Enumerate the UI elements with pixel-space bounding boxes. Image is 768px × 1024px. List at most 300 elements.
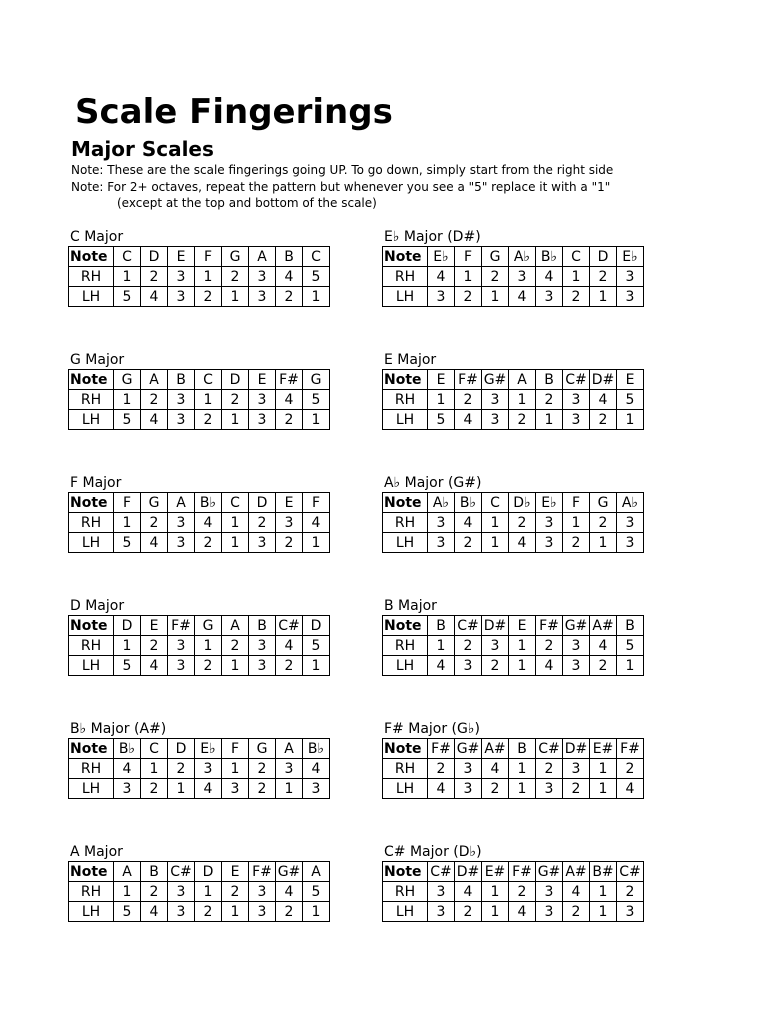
finger-cell: 1 xyxy=(303,287,330,307)
scale-table xyxy=(382,369,644,430)
finger-cell: 2 xyxy=(590,267,617,287)
finger-cell: 1 xyxy=(455,267,482,287)
finger-cell: 2 xyxy=(141,779,168,799)
scale-block xyxy=(68,844,330,922)
note-cell: A♭ xyxy=(509,247,536,267)
finger-cell: 5 xyxy=(114,287,141,307)
scale-block xyxy=(382,844,644,922)
row-header: RH xyxy=(383,267,428,287)
note-cell: B xyxy=(276,247,303,267)
finger-cell: 3 xyxy=(168,410,195,430)
row-header: RH xyxy=(383,759,428,779)
note-cell: E xyxy=(276,493,303,513)
finger-cell: 3 xyxy=(617,267,644,287)
scale-table xyxy=(382,861,644,922)
scale-table xyxy=(382,615,644,676)
row-header: RH xyxy=(69,390,114,410)
finger-cell: 1 xyxy=(195,267,222,287)
note-cell: E xyxy=(249,370,276,390)
row-header: LH xyxy=(69,533,114,553)
scale-block xyxy=(68,475,330,553)
finger-cell: 1 xyxy=(168,779,195,799)
right-hand-row xyxy=(383,882,644,902)
finger-cell: 2 xyxy=(455,533,482,553)
note-cell: F# xyxy=(536,616,563,636)
finger-cell: 3 xyxy=(428,287,455,307)
left-hand-row xyxy=(383,656,644,676)
left-hand-row xyxy=(69,779,330,799)
finger-cell: 4 xyxy=(195,513,222,533)
note-cell: G xyxy=(114,370,141,390)
finger-cell: 2 xyxy=(195,656,222,676)
note-cell: E xyxy=(428,370,455,390)
finger-cell: 3 xyxy=(482,636,509,656)
finger-cell: 4 xyxy=(428,779,455,799)
finger-cell: 3 xyxy=(249,390,276,410)
finger-cell: 4 xyxy=(141,410,168,430)
note-cell: C# xyxy=(455,616,482,636)
finger-cell: 4 xyxy=(141,656,168,676)
finger-cell: 2 xyxy=(536,759,563,779)
finger-cell: 3 xyxy=(168,267,195,287)
note-cell: E xyxy=(509,616,536,636)
row-header: Note xyxy=(383,616,428,636)
note-cell: D# xyxy=(482,616,509,636)
finger-cell: 1 xyxy=(303,902,330,922)
finger-cell: 4 xyxy=(590,636,617,656)
row-header: Note xyxy=(383,862,428,882)
finger-cell: 1 xyxy=(482,882,509,902)
finger-cell: 2 xyxy=(195,287,222,307)
finger-cell: 2 xyxy=(455,287,482,307)
finger-cell: 3 xyxy=(168,636,195,656)
note-cell: A# xyxy=(563,862,590,882)
note-cell: C# xyxy=(428,862,455,882)
note-cell: G xyxy=(222,247,249,267)
row-header: RH xyxy=(383,882,428,902)
scale-table xyxy=(68,615,330,676)
scale-title: F Major xyxy=(70,475,122,491)
row-header: RH xyxy=(69,882,114,902)
finger-cell: 2 xyxy=(249,759,276,779)
note-row xyxy=(69,862,330,882)
finger-cell: 2 xyxy=(455,636,482,656)
note-cell: G# xyxy=(455,739,482,759)
finger-cell: 3 xyxy=(168,533,195,553)
finger-cell: 3 xyxy=(455,779,482,799)
finger-cell: 2 xyxy=(536,390,563,410)
row-header: LH xyxy=(69,779,114,799)
finger-cell: 3 xyxy=(276,759,303,779)
finger-cell: 4 xyxy=(563,882,590,902)
row-header: Note xyxy=(69,862,114,882)
finger-cell: 3 xyxy=(563,656,590,676)
row-header: Note xyxy=(383,493,428,513)
finger-cell: 1 xyxy=(114,390,141,410)
finger-cell: 1 xyxy=(195,636,222,656)
finger-cell: 1 xyxy=(428,390,455,410)
row-header: LH xyxy=(69,287,114,307)
finger-cell: 3 xyxy=(249,882,276,902)
finger-cell: 1 xyxy=(222,533,249,553)
note-cell: E xyxy=(168,247,195,267)
finger-cell: 3 xyxy=(563,390,590,410)
note-cell: A xyxy=(303,862,330,882)
finger-cell: 3 xyxy=(455,656,482,676)
finger-cell: 1 xyxy=(617,410,644,430)
row-header: LH xyxy=(383,902,428,922)
finger-cell: 4 xyxy=(509,287,536,307)
note-cell: G xyxy=(590,493,617,513)
finger-cell: 1 xyxy=(114,513,141,533)
note-cell: D# xyxy=(590,370,617,390)
note-cell: E♭ xyxy=(617,247,644,267)
finger-cell: 2 xyxy=(482,779,509,799)
finger-cell: 1 xyxy=(276,779,303,799)
finger-cell: 1 xyxy=(590,779,617,799)
finger-cell: 2 xyxy=(222,390,249,410)
finger-cell: 2 xyxy=(276,410,303,430)
finger-cell: 3 xyxy=(168,902,195,922)
finger-cell: 1 xyxy=(509,779,536,799)
note-cell: F xyxy=(222,739,249,759)
scale-title: B Major xyxy=(384,598,437,614)
note-cell: D# xyxy=(455,862,482,882)
row-header: Note xyxy=(69,739,114,759)
note-cell: A# xyxy=(590,616,617,636)
finger-cell: 3 xyxy=(276,513,303,533)
note-cell: A# xyxy=(482,739,509,759)
finger-cell: 2 xyxy=(563,902,590,922)
note-cell: B♭ xyxy=(303,739,330,759)
note-cell: G# xyxy=(563,616,590,636)
scale-title: E♭ Major (D#) xyxy=(384,229,481,245)
note-cell: E# xyxy=(590,739,617,759)
finger-cell: 4 xyxy=(455,513,482,533)
finger-cell: 2 xyxy=(428,759,455,779)
finger-cell: 1 xyxy=(590,882,617,902)
note-cell: G# xyxy=(536,862,563,882)
note-cell: D xyxy=(114,616,141,636)
finger-cell: 2 xyxy=(509,410,536,430)
left-hand-row xyxy=(383,902,644,922)
finger-cell: 3 xyxy=(428,513,455,533)
note-row xyxy=(69,493,330,513)
note-cell: E♭ xyxy=(195,739,222,759)
finger-cell: 2 xyxy=(141,636,168,656)
row-header: RH xyxy=(69,513,114,533)
note-cell: D xyxy=(141,247,168,267)
finger-cell: 3 xyxy=(222,779,249,799)
scale-table xyxy=(382,738,644,799)
note-cell: F xyxy=(455,247,482,267)
note-cell: C xyxy=(141,739,168,759)
finger-cell: 3 xyxy=(563,636,590,656)
finger-cell: 5 xyxy=(428,410,455,430)
finger-cell: 1 xyxy=(222,410,249,430)
row-header: LH xyxy=(383,656,428,676)
scale-title: B♭ Major (A#) xyxy=(70,721,167,737)
note-cell: A xyxy=(168,493,195,513)
note-cell: A♭ xyxy=(617,493,644,513)
row-header: Note xyxy=(69,247,114,267)
note-cell: F# xyxy=(509,862,536,882)
finger-cell: 5 xyxy=(303,390,330,410)
note-cell: C xyxy=(563,247,590,267)
right-hand-row xyxy=(69,636,330,656)
finger-cell: 1 xyxy=(114,267,141,287)
finger-cell: 3 xyxy=(249,636,276,656)
finger-cell: 2 xyxy=(455,902,482,922)
scale-title: F# Major (G♭) xyxy=(384,721,480,737)
note-cell: B xyxy=(536,370,563,390)
finger-cell: 1 xyxy=(617,656,644,676)
right-hand-row xyxy=(383,759,644,779)
finger-cell: 4 xyxy=(141,902,168,922)
finger-cell: 1 xyxy=(141,759,168,779)
finger-cell: 3 xyxy=(536,882,563,902)
finger-cell: 2 xyxy=(509,882,536,902)
note-cell: D xyxy=(590,247,617,267)
scale-block xyxy=(382,352,644,430)
left-hand-row xyxy=(383,287,644,307)
right-hand-row xyxy=(69,513,330,533)
finger-cell: 2 xyxy=(536,636,563,656)
row-header: LH xyxy=(383,410,428,430)
note-cell: B♭ xyxy=(114,739,141,759)
finger-cell: 1 xyxy=(482,902,509,922)
right-hand-row xyxy=(383,636,644,656)
finger-cell: 3 xyxy=(536,287,563,307)
finger-cell: 2 xyxy=(141,267,168,287)
finger-cell: 1 xyxy=(590,759,617,779)
row-header: LH xyxy=(383,287,428,307)
note-cell: B xyxy=(168,370,195,390)
finger-cell: 4 xyxy=(276,882,303,902)
note-cell: B xyxy=(249,616,276,636)
scale-table xyxy=(68,861,330,922)
left-hand-row xyxy=(69,533,330,553)
finger-cell: 1 xyxy=(536,410,563,430)
note-cell: D♭ xyxy=(509,493,536,513)
finger-cell: 1 xyxy=(114,636,141,656)
note-line-2: Note: For 2+ octaves, repeat the pattern but whenever you see a "5" replace it with a "1" xyxy=(71,180,611,194)
note-cell: G# xyxy=(482,370,509,390)
row-header: LH xyxy=(69,656,114,676)
note-cell: F# xyxy=(249,862,276,882)
note-cell: F# xyxy=(428,739,455,759)
finger-cell: 1 xyxy=(509,759,536,779)
finger-cell: 3 xyxy=(482,390,509,410)
finger-cell: 5 xyxy=(114,533,141,553)
row-header: LH xyxy=(69,410,114,430)
finger-cell: 3 xyxy=(168,513,195,533)
note-cell: F xyxy=(195,247,222,267)
row-header: Note xyxy=(383,739,428,759)
finger-cell: 4 xyxy=(455,882,482,902)
finger-cell: 1 xyxy=(303,410,330,430)
finger-cell: 4 xyxy=(590,390,617,410)
row-header: RH xyxy=(69,636,114,656)
finger-cell: 1 xyxy=(482,533,509,553)
finger-cell: 3 xyxy=(536,533,563,553)
finger-cell: 2 xyxy=(276,533,303,553)
left-hand-row xyxy=(383,533,644,553)
note-cell: B♭ xyxy=(455,493,482,513)
note-cell: D xyxy=(222,370,249,390)
finger-cell: 2 xyxy=(168,759,195,779)
note-cell: C xyxy=(195,370,222,390)
row-header: LH xyxy=(383,533,428,553)
finger-cell: 1 xyxy=(590,533,617,553)
note-cell: B# xyxy=(590,862,617,882)
row-header: Note xyxy=(69,616,114,636)
finger-cell: 2 xyxy=(563,779,590,799)
note-cell: B xyxy=(509,739,536,759)
scale-title: A♭ Major (G#) xyxy=(384,475,482,491)
note-cell: F xyxy=(114,493,141,513)
note-cell: F# xyxy=(168,616,195,636)
finger-cell: 1 xyxy=(590,287,617,307)
scale-title: C# Major (D♭) xyxy=(384,844,482,860)
row-header: RH xyxy=(383,390,428,410)
scale-block xyxy=(68,352,330,430)
note-cell: F xyxy=(563,493,590,513)
finger-cell: 1 xyxy=(303,656,330,676)
finger-cell: 3 xyxy=(428,902,455,922)
note-cell: A xyxy=(509,370,536,390)
note-cell: F# xyxy=(455,370,482,390)
finger-cell: 5 xyxy=(114,902,141,922)
finger-cell: 3 xyxy=(617,533,644,553)
scale-table xyxy=(68,738,330,799)
left-hand-row xyxy=(69,410,330,430)
row-header: RH xyxy=(383,513,428,533)
note-cell: A xyxy=(222,616,249,636)
left-hand-row xyxy=(69,287,330,307)
finger-cell: 1 xyxy=(222,759,249,779)
finger-cell: 2 xyxy=(276,287,303,307)
finger-cell: 3 xyxy=(168,390,195,410)
note-cell: C# xyxy=(617,862,644,882)
finger-cell: 3 xyxy=(617,902,644,922)
finger-cell: 2 xyxy=(141,513,168,533)
note-cell: E xyxy=(617,370,644,390)
right-hand-row xyxy=(383,390,644,410)
finger-cell: 4 xyxy=(276,267,303,287)
finger-cell: 3 xyxy=(303,779,330,799)
finger-cell: 1 xyxy=(563,513,590,533)
finger-cell: 4 xyxy=(303,759,330,779)
finger-cell: 5 xyxy=(303,882,330,902)
finger-cell: 1 xyxy=(482,287,509,307)
finger-cell: 2 xyxy=(590,410,617,430)
right-hand-row xyxy=(383,267,644,287)
row-header: RH xyxy=(69,759,114,779)
finger-cell: 2 xyxy=(482,267,509,287)
row-header: Note xyxy=(383,370,428,390)
note-row xyxy=(383,370,644,390)
note-cell: G# xyxy=(276,862,303,882)
left-hand-row xyxy=(69,902,330,922)
finger-cell: 1 xyxy=(590,902,617,922)
finger-cell: 4 xyxy=(509,902,536,922)
note-cell: C# xyxy=(168,862,195,882)
note-cell: D xyxy=(303,616,330,636)
note-row xyxy=(383,616,644,636)
finger-cell: 3 xyxy=(249,656,276,676)
finger-cell: 3 xyxy=(249,267,276,287)
finger-cell: 3 xyxy=(536,779,563,799)
right-hand-row xyxy=(69,390,330,410)
finger-cell: 3 xyxy=(428,882,455,902)
right-hand-row xyxy=(69,267,330,287)
note-cell: E# xyxy=(482,862,509,882)
finger-cell: 4 xyxy=(114,759,141,779)
finger-cell: 1 xyxy=(222,287,249,307)
finger-cell: 1 xyxy=(222,513,249,533)
note-cell: G xyxy=(482,247,509,267)
note-cell: E xyxy=(222,862,249,882)
note-cell: D xyxy=(168,739,195,759)
row-header: LH xyxy=(69,902,114,922)
scale-block xyxy=(382,475,644,553)
scale-block xyxy=(382,598,644,676)
scale-title: E Major xyxy=(384,352,437,368)
note-cell: D# xyxy=(563,739,590,759)
scale-table xyxy=(68,369,330,430)
finger-cell: 2 xyxy=(590,656,617,676)
scale-title: A Major xyxy=(70,844,123,860)
finger-cell: 4 xyxy=(455,410,482,430)
right-hand-row xyxy=(69,882,330,902)
note-cell: B xyxy=(141,862,168,882)
note-row xyxy=(383,493,644,513)
finger-cell: 5 xyxy=(617,390,644,410)
note-cell: E♭ xyxy=(536,493,563,513)
finger-cell: 2 xyxy=(249,779,276,799)
finger-cell: 4 xyxy=(482,759,509,779)
note-cell: C# xyxy=(536,739,563,759)
finger-cell: 3 xyxy=(249,410,276,430)
finger-cell: 2 xyxy=(563,287,590,307)
note-cell: B xyxy=(428,616,455,636)
finger-cell: 2 xyxy=(222,636,249,656)
finger-cell: 1 xyxy=(303,533,330,553)
left-hand-row xyxy=(69,656,330,676)
note-row xyxy=(69,739,330,759)
right-hand-row xyxy=(383,513,644,533)
note-row xyxy=(69,247,330,267)
finger-cell: 2 xyxy=(195,533,222,553)
finger-cell: 2 xyxy=(509,513,536,533)
finger-cell: 1 xyxy=(509,656,536,676)
finger-cell: 5 xyxy=(303,636,330,656)
finger-cell: 2 xyxy=(195,410,222,430)
left-hand-row xyxy=(383,779,644,799)
finger-cell: 3 xyxy=(168,656,195,676)
finger-cell: 2 xyxy=(482,656,509,676)
finger-cell: 5 xyxy=(114,656,141,676)
finger-cell: 3 xyxy=(563,410,590,430)
scale-block xyxy=(68,229,330,307)
finger-cell: 3 xyxy=(428,533,455,553)
note-cell: C xyxy=(482,493,509,513)
finger-cell: 4 xyxy=(428,267,455,287)
scale-block xyxy=(382,721,644,799)
finger-cell: 3 xyxy=(482,410,509,430)
finger-cell: 4 xyxy=(303,513,330,533)
